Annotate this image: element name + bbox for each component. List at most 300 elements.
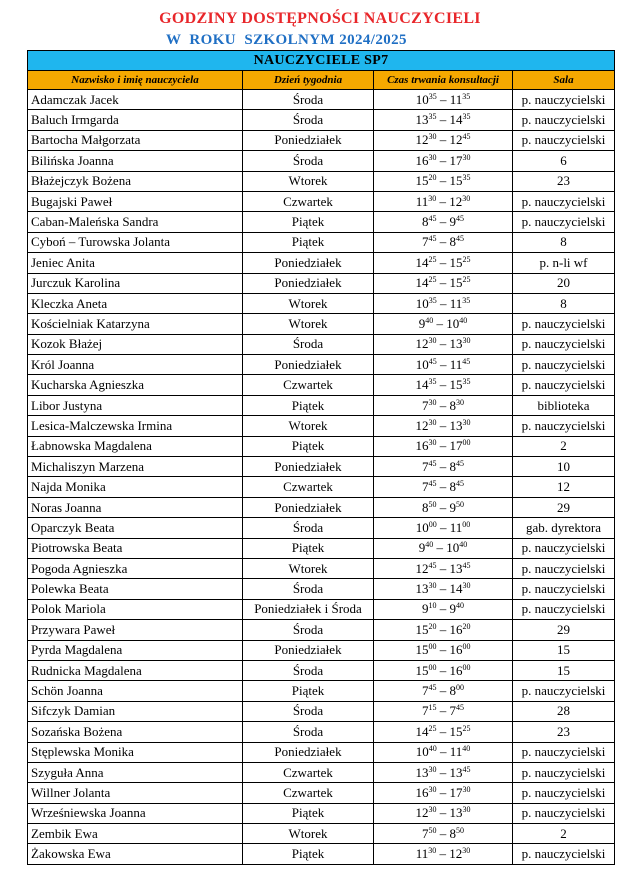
room: p. nauczycielski (513, 212, 615, 232)
room: 23 (513, 722, 615, 742)
end-minute: 00 (456, 683, 464, 693)
start-hour: 15 (415, 662, 429, 678)
time-dash: – (436, 254, 450, 270)
room: p. nauczycielski (513, 90, 615, 110)
start-minute: 45 (428, 479, 437, 489)
weekday: Poniedziałek (243, 355, 374, 375)
room: 2 (513, 824, 615, 844)
teacher-name: Błażejczyk Bożena (28, 171, 243, 191)
start-hour: 12 (415, 336, 429, 352)
consultation-time (374, 620, 513, 640)
start-minute: 45 (428, 458, 437, 468)
teacher-name: Sifczyk Damian (28, 701, 243, 721)
end-minute: 35 (462, 173, 471, 183)
time-dash: – (436, 458, 450, 474)
time-dash: – (436, 560, 450, 576)
weekday: Środa (243, 334, 374, 354)
room: p. nauczycielski (513, 314, 615, 334)
end-hour: 17 (449, 784, 463, 800)
end-hour: 11 (449, 295, 463, 311)
teacher-name: Szyguła Anna (28, 762, 243, 782)
start-hour: 14 (415, 275, 429, 291)
table-row (28, 314, 615, 334)
end-hour: 15 (449, 723, 463, 739)
end-hour: 8 (449, 397, 456, 413)
teacher-name: Bugajski Paweł (28, 191, 243, 211)
start-minute: 50 (428, 499, 437, 509)
room: 29 (513, 620, 615, 640)
consultation-time (374, 273, 513, 293)
time-dash: – (436, 132, 450, 148)
consultation-time (374, 151, 513, 171)
start-hour: 10 (415, 519, 429, 535)
start-minute: 30 (428, 397, 437, 407)
start-minute: 30 (428, 417, 437, 427)
room: p. nauczycielski (513, 191, 615, 211)
end-hour: 9 (449, 601, 456, 617)
table-row (28, 660, 615, 680)
end-minute: 40 (462, 744, 471, 754)
teacher-name: Jurczuk Karolina (28, 273, 243, 293)
end-hour: 7 (449, 703, 456, 719)
start-hour: 7 (422, 683, 429, 699)
consultation-time (374, 824, 513, 844)
start-minute: 00 (428, 519, 437, 529)
weekday: Piątek (243, 436, 374, 456)
teacher-name: Caban-Maleńska Sandra (28, 212, 243, 232)
end-minute: 45 (456, 234, 464, 244)
end-minute: 40 (459, 315, 468, 325)
end-minute: 40 (456, 601, 464, 611)
end-minute: 30 (462, 193, 471, 203)
table-row (28, 497, 615, 517)
table-row (28, 518, 615, 538)
end-hour: 13 (449, 805, 463, 821)
start-minute: 30 (428, 336, 437, 346)
consultation-time (374, 457, 513, 477)
start-minute: 30 (428, 132, 437, 142)
weekday: Wtorek (243, 293, 374, 313)
table-body (28, 90, 615, 865)
end-hour: 15 (449, 173, 463, 189)
start-hour: 11 (415, 846, 429, 862)
consultation-time (374, 742, 513, 762)
teacher-name: Lesica-Malczewska Irmina (28, 416, 243, 436)
end-hour: 11 (449, 356, 463, 372)
weekday: Poniedziałek (243, 273, 374, 293)
time-dash: – (436, 356, 450, 372)
teacher-name: Stęplewska Monika (28, 742, 243, 762)
start-hour: 15 (415, 173, 429, 189)
start-minute: 45 (428, 214, 437, 224)
weekday: Piątek (243, 538, 374, 558)
start-minute: 30 (428, 193, 437, 203)
time-dash: – (436, 112, 450, 128)
time-dash: – (433, 540, 447, 556)
table-row (28, 824, 615, 844)
weekday: Środa (243, 518, 374, 538)
start-hour: 15 (415, 642, 429, 658)
room: p. nauczycielski (513, 130, 615, 150)
start-hour: 9 (418, 540, 426, 556)
consultation-time (374, 334, 513, 354)
consultation-time (374, 762, 513, 782)
weekday: Czwartek (243, 375, 374, 395)
teacher-name: Bartocha Małgorzata (28, 130, 243, 150)
table-row (28, 457, 615, 477)
end-minute: 25 (462, 275, 471, 285)
start-minute: 30 (428, 438, 437, 448)
start-hour: 10 (415, 295, 429, 311)
consultation-time (374, 579, 513, 599)
weekday: Czwartek (243, 191, 374, 211)
end-minute: 30 (462, 805, 471, 815)
weekday: Wtorek (243, 171, 374, 191)
start-minute: 35 (428, 295, 437, 305)
table-row (28, 722, 615, 742)
consultation-time (374, 783, 513, 803)
start-hour: 7 (422, 825, 429, 841)
teacher-name: Najda Monika (28, 477, 243, 497)
start-minute: 40 (425, 540, 434, 550)
column-header-time: Czas trwania konsultacji (374, 71, 513, 90)
consultation-time (374, 191, 513, 211)
room: 28 (513, 701, 615, 721)
table-row (28, 538, 615, 558)
table-banner-row (28, 51, 615, 71)
document-subtitle: W ROKU SZKOLNYM 2024/2025 (166, 32, 407, 48)
start-hour: 14 (415, 723, 429, 739)
time-dash: – (436, 601, 450, 617)
consultation-time (374, 681, 513, 701)
end-hour: 17 (449, 438, 463, 454)
end-hour: 8 (449, 683, 456, 699)
weekday: Poniedziałek (243, 742, 374, 762)
consultation-time (374, 253, 513, 273)
table-row (28, 375, 615, 395)
end-hour: 9 (449, 214, 456, 230)
consultation-time (374, 803, 513, 823)
start-hour: 12 (415, 132, 429, 148)
end-minute: 45 (462, 764, 471, 774)
table-row (28, 273, 615, 293)
consultation-time (374, 375, 513, 395)
consultation-time (374, 436, 513, 456)
teacher-name: Rudnicka Magdalena (28, 660, 243, 680)
table-row (28, 253, 615, 273)
start-hour: 8 (422, 214, 429, 230)
room: p. nauczycielski (513, 355, 615, 375)
time-dash: – (436, 91, 450, 107)
room: 29 (513, 497, 615, 517)
start-minute: 10 (428, 601, 437, 611)
teacher-name: Willner Jolanta (28, 783, 243, 803)
weekday: Poniedziałek i Środa (243, 599, 374, 619)
weekday: Piątek (243, 844, 374, 864)
consultation-time (374, 640, 513, 660)
consultation-time (374, 130, 513, 150)
teacher-name: Pogoda Agnieszka (28, 558, 243, 578)
end-hour: 14 (449, 112, 463, 128)
room: p. nauczycielski (513, 803, 615, 823)
room: 15 (513, 660, 615, 680)
table-row (28, 191, 615, 211)
time-dash: – (436, 152, 450, 168)
teacher-name: Kościelniak Katarzyna (28, 314, 243, 334)
end-minute: 25 (462, 254, 471, 264)
teacher-name: Zembik Ewa (28, 824, 243, 844)
start-hour: 14 (415, 254, 429, 270)
column-header-name: Nazwisko i imię nauczyciela (28, 71, 243, 90)
time-dash: – (436, 784, 450, 800)
start-hour: 10 (415, 744, 429, 760)
weekday: Piątek (243, 232, 374, 252)
time-dash: – (436, 336, 450, 352)
start-minute: 25 (428, 723, 437, 733)
end-hour: 8 (449, 479, 456, 495)
table-row (28, 558, 615, 578)
start-minute: 20 (428, 621, 437, 631)
room: 8 (513, 232, 615, 252)
consultation-time (374, 701, 513, 721)
room: p. nauczycielski (513, 375, 615, 395)
end-hour: 11 (449, 91, 463, 107)
weekday: Wtorek (243, 558, 374, 578)
end-minute: 50 (456, 825, 464, 835)
teacher-name: Kucharska Agnieszka (28, 375, 243, 395)
time-dash: – (436, 193, 450, 209)
weekday: Poniedziałek (243, 130, 374, 150)
end-minute: 45 (462, 560, 471, 570)
column-header-room: Sala (513, 71, 615, 90)
table-row (28, 599, 615, 619)
weekday: Wtorek (243, 416, 374, 436)
start-minute: 30 (428, 805, 437, 815)
time-dash: – (436, 275, 450, 291)
room: gab. dyrektora (513, 518, 615, 538)
table-row (28, 844, 615, 864)
end-minute: 40 (459, 540, 468, 550)
consultation-time (374, 110, 513, 130)
end-minute: 25 (462, 723, 471, 733)
room: p. nauczycielski (513, 742, 615, 762)
start-hour: 7 (422, 703, 429, 719)
start-hour: 8 (422, 499, 429, 515)
weekday: Piątek (243, 681, 374, 701)
teacher-name: Kleczka Aneta (28, 293, 243, 313)
weekday: Wtorek (243, 314, 374, 334)
weekday: Piątek (243, 212, 374, 232)
table-row (28, 681, 615, 701)
time-dash: – (433, 315, 447, 331)
start-hour: 16 (415, 438, 429, 454)
time-dash: – (436, 764, 450, 780)
start-hour: 14 (415, 377, 429, 393)
teacher-name: Libor Justyna (28, 395, 243, 415)
table-row (28, 762, 615, 782)
time-dash: – (436, 479, 450, 495)
room: 6 (513, 151, 615, 171)
start-hour: 7 (422, 234, 429, 250)
end-minute: 30 (462, 336, 471, 346)
weekday: Środa (243, 90, 374, 110)
weekday: Środa (243, 722, 374, 742)
room: p. nauczycielski (513, 538, 615, 558)
room: p. nauczycielski (513, 844, 615, 864)
weekday: Poniedziałek (243, 253, 374, 273)
teacher-name: Oparczyk Beata (28, 518, 243, 538)
weekday: Środa (243, 151, 374, 171)
room: 10 (513, 457, 615, 477)
start-hour: 13 (415, 581, 429, 597)
time-dash: – (436, 295, 450, 311)
start-hour: 13 (415, 112, 429, 128)
end-hour: 9 (449, 499, 456, 515)
teacher-name: Żakowska Ewa (28, 844, 243, 864)
end-hour: 13 (449, 560, 463, 576)
weekday: Poniedziałek (243, 497, 374, 517)
start-hour: 13 (415, 764, 429, 780)
start-hour: 7 (422, 397, 429, 413)
consultation-time (374, 212, 513, 232)
end-hour: 8 (449, 458, 456, 474)
time-dash: – (436, 723, 450, 739)
end-hour: 10 (446, 540, 460, 556)
start-minute: 35 (428, 377, 437, 387)
end-minute: 35 (462, 112, 471, 122)
end-hour: 12 (449, 846, 463, 862)
time-dash: – (436, 417, 450, 433)
start-minute: 50 (428, 825, 437, 835)
table-row (28, 355, 615, 375)
table-row (28, 212, 615, 232)
table-row (28, 416, 615, 436)
time-dash: – (436, 377, 450, 393)
end-minute: 35 (462, 91, 471, 101)
start-minute: 45 (428, 234, 437, 244)
weekday: Środa (243, 701, 374, 721)
time-dash: – (436, 173, 450, 189)
weekday: Środa (243, 579, 374, 599)
table-row (28, 232, 615, 252)
table-row (28, 742, 615, 762)
consultation-time (374, 477, 513, 497)
weekday: Środa (243, 620, 374, 640)
end-minute: 30 (462, 846, 471, 856)
table-row (28, 334, 615, 354)
end-hour: 12 (449, 132, 463, 148)
end-hour: 16 (449, 621, 463, 637)
time-dash: – (436, 214, 450, 230)
start-hour: 7 (422, 458, 429, 474)
time-dash: – (436, 662, 450, 678)
end-hour: 8 (449, 234, 456, 250)
teacher-name: Adamczak Jacek (28, 90, 243, 110)
start-minute: 30 (428, 581, 437, 591)
time-dash: – (436, 621, 450, 637)
room: 8 (513, 293, 615, 313)
consultation-time (374, 538, 513, 558)
table-row (28, 783, 615, 803)
teacher-name: Przywara Paweł (28, 620, 243, 640)
start-minute: 40 (425, 315, 434, 325)
start-hour: 10 (415, 356, 429, 372)
time-dash: – (436, 683, 450, 699)
consultation-time (374, 660, 513, 680)
time-dash: – (436, 234, 450, 250)
end-hour: 13 (449, 336, 463, 352)
consultation-time (374, 844, 513, 864)
start-hour: 16 (415, 784, 429, 800)
teacher-name: Wrześniewska Joanna (28, 803, 243, 823)
weekday: Środa (243, 660, 374, 680)
teacher-name: Polok Mariola (28, 599, 243, 619)
time-dash: – (436, 642, 450, 658)
consultation-time (374, 90, 513, 110)
consultation-time (374, 171, 513, 191)
end-minute: 30 (462, 581, 471, 591)
weekday: Czwartek (243, 783, 374, 803)
time-dash: – (436, 519, 450, 535)
table-row (28, 620, 615, 640)
start-hour: 9 (418, 315, 426, 331)
table-row (28, 90, 615, 110)
end-minute: 45 (456, 703, 464, 713)
start-hour: 11 (415, 193, 429, 209)
weekday: Piątek (243, 803, 374, 823)
end-minute: 45 (462, 132, 471, 142)
consultation-time (374, 232, 513, 252)
room: 2 (513, 436, 615, 456)
weekday: Czwartek (243, 477, 374, 497)
start-minute: 30 (428, 846, 437, 856)
time-dash: – (436, 397, 450, 413)
table-row (28, 640, 615, 660)
table-banner: NAUCZYCIELE SP7 (28, 51, 615, 71)
start-minute: 30 (428, 152, 437, 162)
consultation-time (374, 722, 513, 742)
room: biblioteka (513, 395, 615, 415)
room: 15 (513, 640, 615, 660)
table-row (28, 803, 615, 823)
room: p. nauczycielski (513, 110, 615, 130)
room: p. nauczycielski (513, 681, 615, 701)
end-minute: 30 (462, 784, 471, 794)
consultation-time (374, 558, 513, 578)
room: p. nauczycielski (513, 558, 615, 578)
start-minute: 30 (428, 784, 437, 794)
consultation-time (374, 355, 513, 375)
start-hour: 12 (415, 805, 429, 821)
time-dash: – (436, 499, 450, 515)
room: p. n-li wf (513, 253, 615, 273)
end-minute: 30 (456, 397, 464, 407)
end-minute: 45 (456, 214, 464, 224)
teacher-name: Noras Joanna (28, 497, 243, 517)
room: p. nauczycielski (513, 762, 615, 782)
consultation-table (27, 50, 615, 865)
end-minute: 45 (456, 458, 464, 468)
teacher-name: Pyrda Magdalena (28, 640, 243, 660)
start-minute: 35 (428, 112, 437, 122)
table-row (28, 436, 615, 456)
consultation-time (374, 293, 513, 313)
start-minute: 20 (428, 173, 437, 183)
end-hour: 10 (446, 315, 460, 331)
time-dash: – (436, 438, 450, 454)
start-minute: 35 (428, 91, 437, 101)
end-minute: 20 (462, 621, 471, 631)
